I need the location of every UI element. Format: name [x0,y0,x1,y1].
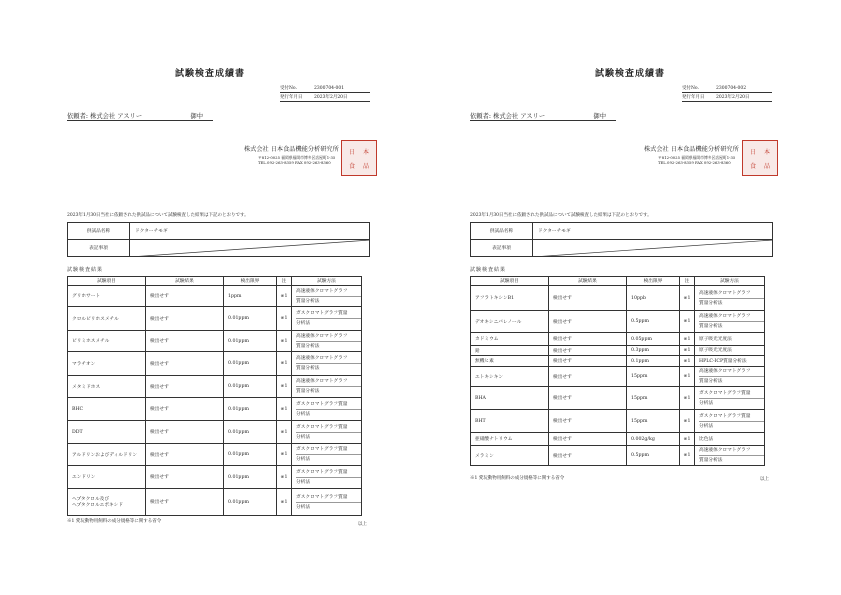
column-header: 試験結果 [146,277,224,286]
detection-limit: 0.01ppm [224,352,277,376]
test-item: クロルピリホスメチル [68,307,146,331]
sample-table [67,222,370,257]
results-table [67,276,362,516]
report-page-2 [420,0,840,595]
method-line: 分析法 [699,398,764,408]
diagonal-line [130,240,370,257]
method-line: 質量分析法 [296,386,361,396]
sample-label: 供試品名称 [68,223,130,240]
method-line: ガスクロマトグラフ質量 [296,494,348,500]
company-seal-icon: 日 本 食 品 [341,140,377,176]
footnote: ※1 愛玩動物用飼料の成分規格等に関する省令 [470,476,565,481]
receipt-no-label: 受付No. [280,86,297,91]
page-title: 試験検査成績書 [174,69,245,79]
note-ref: ※1 [680,356,695,367]
detection-limit: 15ppm [627,410,680,433]
method-line: 分析法 [699,421,764,431]
method-line: 高速液体クロマトグラフ [296,333,348,339]
client-name: 株式会社 アスリー [493,113,546,120]
test-result: 検出せず [549,410,627,433]
column-header: 試験方法 [695,277,765,286]
method-line: 質量分析法 [699,376,764,386]
note-ref: ※1 [680,387,695,410]
detection-limit: 1ppm [224,286,277,307]
test-method [292,421,362,444]
test-result: 検出せず [549,433,627,446]
test-method [695,333,765,346]
detection-limit: 0.01ppm [224,466,277,489]
test-item: デオキシニバレノール [471,311,549,333]
test-result: 検出せず [549,346,627,356]
detection-limit: 0.5ppm [627,311,680,333]
detection-limit: 15ppm [627,387,680,410]
test-result: 検出せず [146,307,224,331]
client-label: 依頼者: [67,113,89,120]
note-ref: ※1 [277,489,292,516]
test-method [292,398,362,421]
method-line: ガスクロマトグラフ質量 [699,390,751,396]
test-result: 検出せず [146,398,224,421]
table-row [68,444,362,466]
test-item: メラミン [471,446,549,466]
test-item: DDT [68,421,146,444]
test-item: BHA [471,387,549,410]
method-line: 比色法 [699,436,714,442]
method-line: 高速液体クロマトグラフ [699,448,751,453]
detection-limit: 0.01ppm [224,307,277,331]
method-line: 分析法 [296,318,361,328]
test-method [292,489,362,516]
test-result: 検出せず [549,286,627,311]
note-ref: ※1 [277,286,292,307]
lab-tel: TEL.092-263-8359 FAX 092-263-8360 [658,160,731,165]
test-method [292,352,362,376]
table-row [471,333,765,346]
note-ref: ※1 [277,352,292,376]
method-line: 高速液体クロマトグラフ [296,356,348,361]
method-line: ガスクロマトグラフ質量 [296,447,348,452]
test-result: 検出せず [146,376,224,398]
method-line: 高速液体クロマトグラフ [296,288,348,294]
table-row [68,307,362,331]
table-row [68,398,362,421]
table-row [68,421,362,444]
test-item: BHT [471,410,549,433]
test-item: カドミウム [471,333,549,346]
test-result: 検出せず [146,421,224,444]
note-ref: ※1 [277,444,292,466]
test-result: 検出せず [549,387,627,410]
table-row [68,286,362,307]
client-name: 株式会社 アスリー [90,113,143,120]
test-result: 検出せず [549,367,627,387]
test-item: アルドリンおよびディルドリン [68,444,146,466]
table-row [68,352,362,376]
results-heading: 試験検査結果 [67,267,104,273]
test-method [695,346,765,356]
test-result: 検出せず [146,466,224,489]
note-ref: ※1 [680,446,695,466]
table-row [471,367,765,387]
detection-limit: 0.5ppm [627,446,680,466]
column-header: 検出限界 [627,277,680,286]
test-method [695,356,765,367]
test-method [695,286,765,311]
note-ref: ※1 [680,286,695,311]
intro-text: 2023年1月30日当社に依頼された供試品について試験検査した結果は下記のとおりです。 [470,213,652,218]
test-item: BHC [68,398,146,421]
sample-label: 供試品名称 [471,223,533,240]
method-line: 質量分析法 [699,298,764,308]
test-result: 検出せず [549,333,627,346]
note-ref: ※1 [680,410,695,433]
table-row [471,433,765,446]
sample-value: ドクターチモギ [130,223,370,240]
issue-date: 2023年2月20日 [716,95,750,100]
test-method [695,311,765,333]
client-label: 依頼者: [470,113,492,120]
test-result: 検出せず [146,489,224,516]
notes-value [130,240,370,257]
test-item: エンドリン [68,466,146,489]
receipt-info [682,86,772,104]
table-row [471,410,765,433]
table-row [471,446,765,466]
column-header: 試験結果 [549,277,627,286]
results-header-row [471,277,765,286]
end-mark: 以上 [760,477,769,482]
lab-address: 〒812-0025 福岡県福岡市博多区店屋町1-35 [658,155,736,160]
column-header: 試験項目 [68,277,146,286]
test-result: 検出せず [146,444,224,466]
diagonal-line [533,240,773,257]
method-line: 質量分析法 [296,296,361,306]
test-method [695,446,765,466]
company-seal-icon: 日 本 食 品 [742,140,778,176]
detection-limit: 0.3ppm [627,346,680,356]
table-row [471,387,765,410]
test-method [695,367,765,387]
client-line [67,111,213,121]
report-page-1 [0,0,420,595]
table-row [68,376,362,398]
detection-limit: 0.01ppm [224,421,277,444]
receipt-no-label: 受付No. [682,86,699,91]
note-ref: ※1 [680,367,695,387]
test-item: 鉛 [471,346,549,356]
method-line: 分析法 [296,454,361,464]
notes-label: 表記事項 [471,240,533,257]
method-line: ガスクロマトグラフ質量 [699,413,751,419]
detection-limit: 0.01ppm [224,489,277,516]
test-result: 検出せず [549,356,627,367]
method-line: 質量分析法 [699,455,764,465]
test-result: 検出せず [146,331,224,352]
test-result: 検出せず [146,286,224,307]
intro-text: 2023年1月30日当社に依頼された供試品について試験検査した結果は下記のとおりです。 [67,213,249,218]
test-method [695,433,765,446]
detection-limit: 0.1ppm [627,356,680,367]
method-line: 高速液体クロマトグラフ [699,314,751,319]
table-row [68,466,362,489]
test-item: エトキシキン [471,367,549,387]
lab-address: 〒812-0025 福岡県福岡市博多区店屋町1-35 [258,155,336,160]
method-line: 高速液体クロマトグラフ [296,379,348,384]
table-row [471,346,765,356]
note-ref: ※1 [277,307,292,331]
note-ref: ※1 [277,398,292,421]
test-method [292,307,362,331]
notes-label: 表記事項 [68,240,130,257]
note-ref: ※1 [277,331,292,352]
note-ref: ※1 [277,421,292,444]
method-line: ガスクロマトグラフ質量 [296,424,348,430]
method-line: 質量分析法 [699,321,764,331]
column-header: 試験項目 [471,277,549,286]
table-row [68,331,362,352]
client-honorific: 御中 [190,113,203,120]
note-ref: ※1 [277,376,292,398]
footnote: ※1 愛玩動物用飼料の成分規格等に関する省令 [67,519,162,524]
issue-date-label: 発行年月日 [280,95,303,100]
column-header: 試験方法 [292,277,362,286]
lab-name: 株式会社 日本食品機能分析研究所 [644,146,739,153]
column-header: 検出限界 [224,277,277,286]
method-line: 高速液体クロマトグラフ [699,290,751,296]
test-item: 無機ヒ素 [471,356,549,367]
sample-value: ドクターチモギ [533,223,773,240]
notes-value [533,240,773,257]
test-result: 検出せず [549,311,627,333]
test-method [292,331,362,352]
note-ref: ※1 [680,333,695,346]
test-method [695,410,765,433]
method-line: 原子吸光光度法 [699,336,732,342]
table-row [68,489,362,516]
table-row [471,311,765,333]
lab-tel: TEL.092-263-8359 FAX 092-263-8360 [258,160,331,165]
test-item: アフラトキシンB1 [471,286,549,311]
client-line [470,111,616,121]
detection-limit: 0.01ppm [224,376,277,398]
note-ref: ※1 [680,346,695,356]
issue-date: 2023年2月20日 [314,95,348,100]
issue-date-label: 発行年月日 [682,95,705,100]
test-method [292,444,362,466]
test-item: ピリミホスメチル [68,331,146,352]
note-ref: ※1 [680,311,695,333]
page-title: 試験検査成績書 [594,69,665,79]
test-item: 亜硝酸ナトリウム [471,433,549,446]
detection-limit: 15ppm [627,367,680,387]
test-item: メタミドホス [68,376,146,398]
results-table [470,276,765,466]
method-line: 高速液体クロマトグラフ [699,369,751,374]
test-item: グリホサート [68,286,146,307]
test-method [695,387,765,410]
method-line: 分析法 [296,409,361,419]
column-header: 注 [277,277,292,286]
test-method [292,376,362,398]
method-line: 原子吸光光度法 [699,348,732,353]
results-heading: 試験検査結果 [470,267,507,273]
method-line: ガスクロマトグラフ質量 [296,401,348,407]
detection-limit: 10ppb [627,286,680,311]
method-line: ガスクロマトグラフ質量 [296,311,348,316]
receipt-info [280,86,370,104]
results-header-row [68,277,362,286]
receipt-no: 2300704-002 [716,86,747,91]
test-method [292,466,362,489]
test-result: 検出せず [146,352,224,376]
note-ref: ※1 [680,433,695,446]
detection-limit: 0.05ppm [627,333,680,346]
column-header: 注 [680,277,695,286]
test-method [292,286,362,307]
lab-name: 株式会社 日本食品機能分析研究所 [244,146,339,153]
end-mark: 以上 [358,522,367,527]
table-row [471,286,765,311]
method-line: HPLC-ICP質量分析法 [699,358,747,364]
test-item: マラチオン [68,352,146,376]
test-item: ヘプタクロル及び ヘプタクロルエポキシド [68,489,146,516]
method-line: ガスクロマトグラフ質量 [296,469,348,475]
detection-limit: 0.01ppm [224,331,277,352]
client-honorific: 御中 [593,113,606,120]
method-line: 質量分析法 [296,363,361,373]
detection-limit: 0.01ppm [224,444,277,466]
sample-table [470,222,773,257]
table-row [471,356,765,367]
detection-limit: 0.01ppm [224,398,277,421]
receipt-no: 2300704-001 [314,86,345,91]
note-ref: ※1 [277,466,292,489]
method-line: 分析法 [296,477,361,487]
detection-limit: 0.002g/kg [627,433,680,446]
method-line: 分析法 [296,502,361,512]
test-result: 検出せず [549,446,627,466]
method-line: 分析法 [296,432,361,442]
method-line: 質量分析法 [296,341,361,351]
